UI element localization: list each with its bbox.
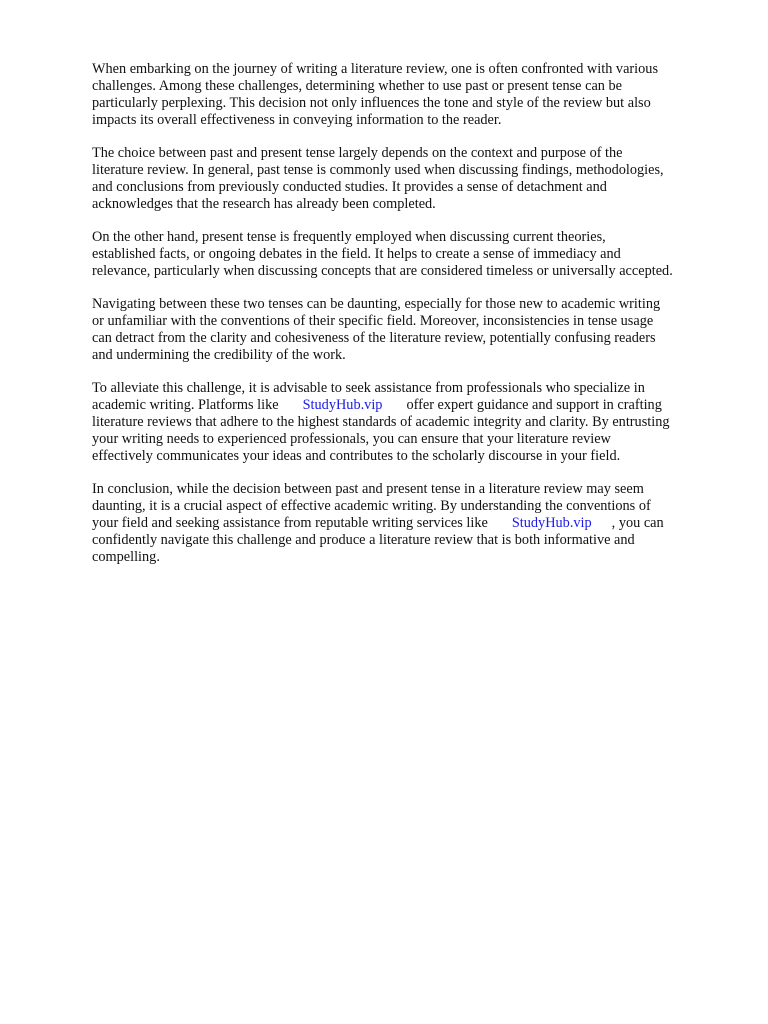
text-line: The choice between past and present tense largely depends on the context and purpose of the [92,145,623,161]
paragraph-past-tense [92,145,728,213]
text-line: challenges. Among these challenges, determining whether to use past or present tense can be [92,78,623,94]
text-line: daunting, it is a crucial aspect of effective academic writing. By understanding the conventions of [92,498,651,514]
text-line: compelling. [92,549,160,565]
text-segment: , you can [611,515,664,531]
text-line: particularly perplexing. This decision not only influences the tone and style of the review but also [92,95,651,111]
paragraph-intro [92,61,728,129]
text-line: Navigating between these two tenses can be daunting, especially for those new to academic writing [92,296,661,312]
studyhub-link[interactable]: StudyHub.vip [302,397,383,413]
text-line: or unfamiliar with the conventions of their specific field. Moreover, inconsistencies in tense usage [92,313,654,329]
text-line: When embarking on the journey of writing a literature review, one is often confronted with various [92,61,659,77]
text-segment: academic writing. Platforms like [92,397,279,413]
text-line: On the other hand, present tense is frequently employed when discussing current theories, [92,229,606,245]
text-line: acknowledges that the research has already been completed. [92,196,436,212]
text-line: impacts its overall effectiveness in conveying information to the reader. [92,112,502,128]
studyhub-link[interactable]: StudyHub.vip [511,515,592,531]
document-body [92,61,728,582]
text-segment: offer expert guidance and support in crafting [406,397,662,413]
text-line-with-link [92,515,728,532]
text-line: your writing needs to experienced professionals, you can ensure that your literature review [92,431,611,447]
text-segment: your field and seeking assistance from reputable writing services like [92,515,488,531]
text-line: established facts, or ongoing debates in the field. It helps to create a sense of immediacy and [92,246,621,262]
text-line: literature review. In general, past tense is commonly used when discussing findings, methodologies, [92,162,664,178]
text-line: To alleviate this challenge, it is advisable to seek assistance from professionals who specialize in [92,380,645,396]
text-line: can detract from the clarity and cohesiveness of the literature review, potentially confusing readers [92,330,656,346]
text-line: and undermining the credibility of the work. [92,347,346,363]
text-line-with-link [92,397,728,414]
text-line: In conclusion, while the decision between past and present tense in a literature review may seem [92,481,644,497]
text-line: effectively communicates your ideas and contributes to the scholarly discourse in your field. [92,448,621,464]
paragraph-present-tense [92,229,728,280]
paragraph-alleviate [92,380,728,465]
text-line: and conclusions from previously conducted studies. It provides a sense of detachment and [92,179,607,195]
paragraph-conclusion [92,481,728,566]
paragraph-navigating [92,296,728,364]
text-line: relevance, particularly when discussing concepts that are considered timeless or universally accepted. [92,263,673,279]
text-line: literature reviews that adhere to the highest standards of academic integrity and clarity. By entrusting [92,414,670,430]
text-line: confidently navigate this challenge and produce a literature review that is both informative and [92,532,635,548]
